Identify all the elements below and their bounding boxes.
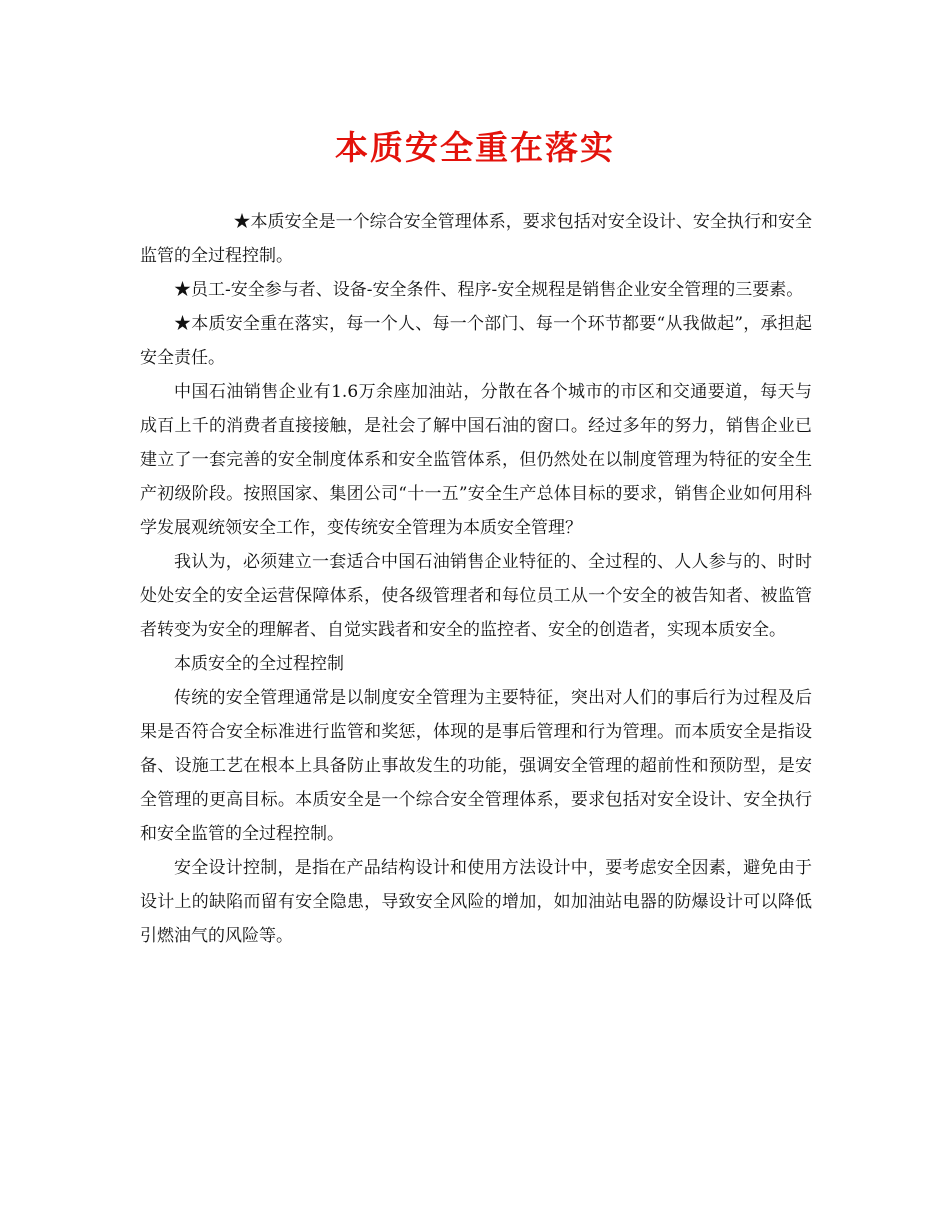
paragraph-3: ★本质安全重在落实，每一个人、每一个部门、每一个环节都要“从我做起”，承担起安全责任。 xyxy=(140,314,812,368)
paragraph-5: 我认为，必须建立一套适合中国石油销售企业特征的、全过程的、人人参与的、时时处处安全的安全运营保障体系，使各级管理者和每位员工从一个安全的被告知者、被监管者转变为安全的理解者、自觉实践者和安全的监控者、安全的创造者，实现本质安全。 xyxy=(140,552,812,640)
paragraph-1: ★本质安全是一个综合安全管理体系，要求包括对安全设计、安全执行和安全监管的全过程控制。 xyxy=(140,212,812,266)
paragraph-8: 安全设计控制，是指在产品结构设计和使用方法设计中，要考虑安全因素，避免由于设计上的缺陷而留有安全隐患，导致安全风险的增加，如加油站电器的防爆设计可以降低引燃油气的风险等。 xyxy=(140,858,812,946)
section-heading: 本质安全的全过程控制 xyxy=(174,654,344,674)
paragraph-7: 传统的安全管理通常是以制度安全管理为主要特征，突出对人们的事后行为过程及后果是否符合安全标准进行监管和奖惩，体现的是事后管理和行为管理。而本质安全是指设备、设施工艺在根本上具备防止事故发生的功能，强调安全管理的超前性和预防型，是安全管理的更高目标。本质安全是一个综合安全管理体系，要求包括对安全设计、安全执行和安全监管的全过程控制。 xyxy=(140,688,812,844)
document-title: 本质安全重在落实 xyxy=(335,128,615,167)
paragraph-4: 中国石油销售企业有1.6万余座加油站，分散在各个城市的市区和交通要道，每天与成百上千的消费者直接接触，是社会了解中国石油的窗口。经过多年的努力，销售企业已建立了一套完善的安全制度体系和安全监管体系，但仍然处在以制度管理为特征的安全生产初级阶段。按照国家、集团公司“十一五”安全生产总体目标的要求，销售企业如何用科学发展观统领安全工作，变传统安全管理为本质安全管理？ xyxy=(140,382,812,538)
paragraph-2: ★员工-安全参与者、设备-安全条件、程序-安全规程是销售企业安全管理的三要素。 xyxy=(174,280,804,300)
document-body xyxy=(140,205,812,953)
